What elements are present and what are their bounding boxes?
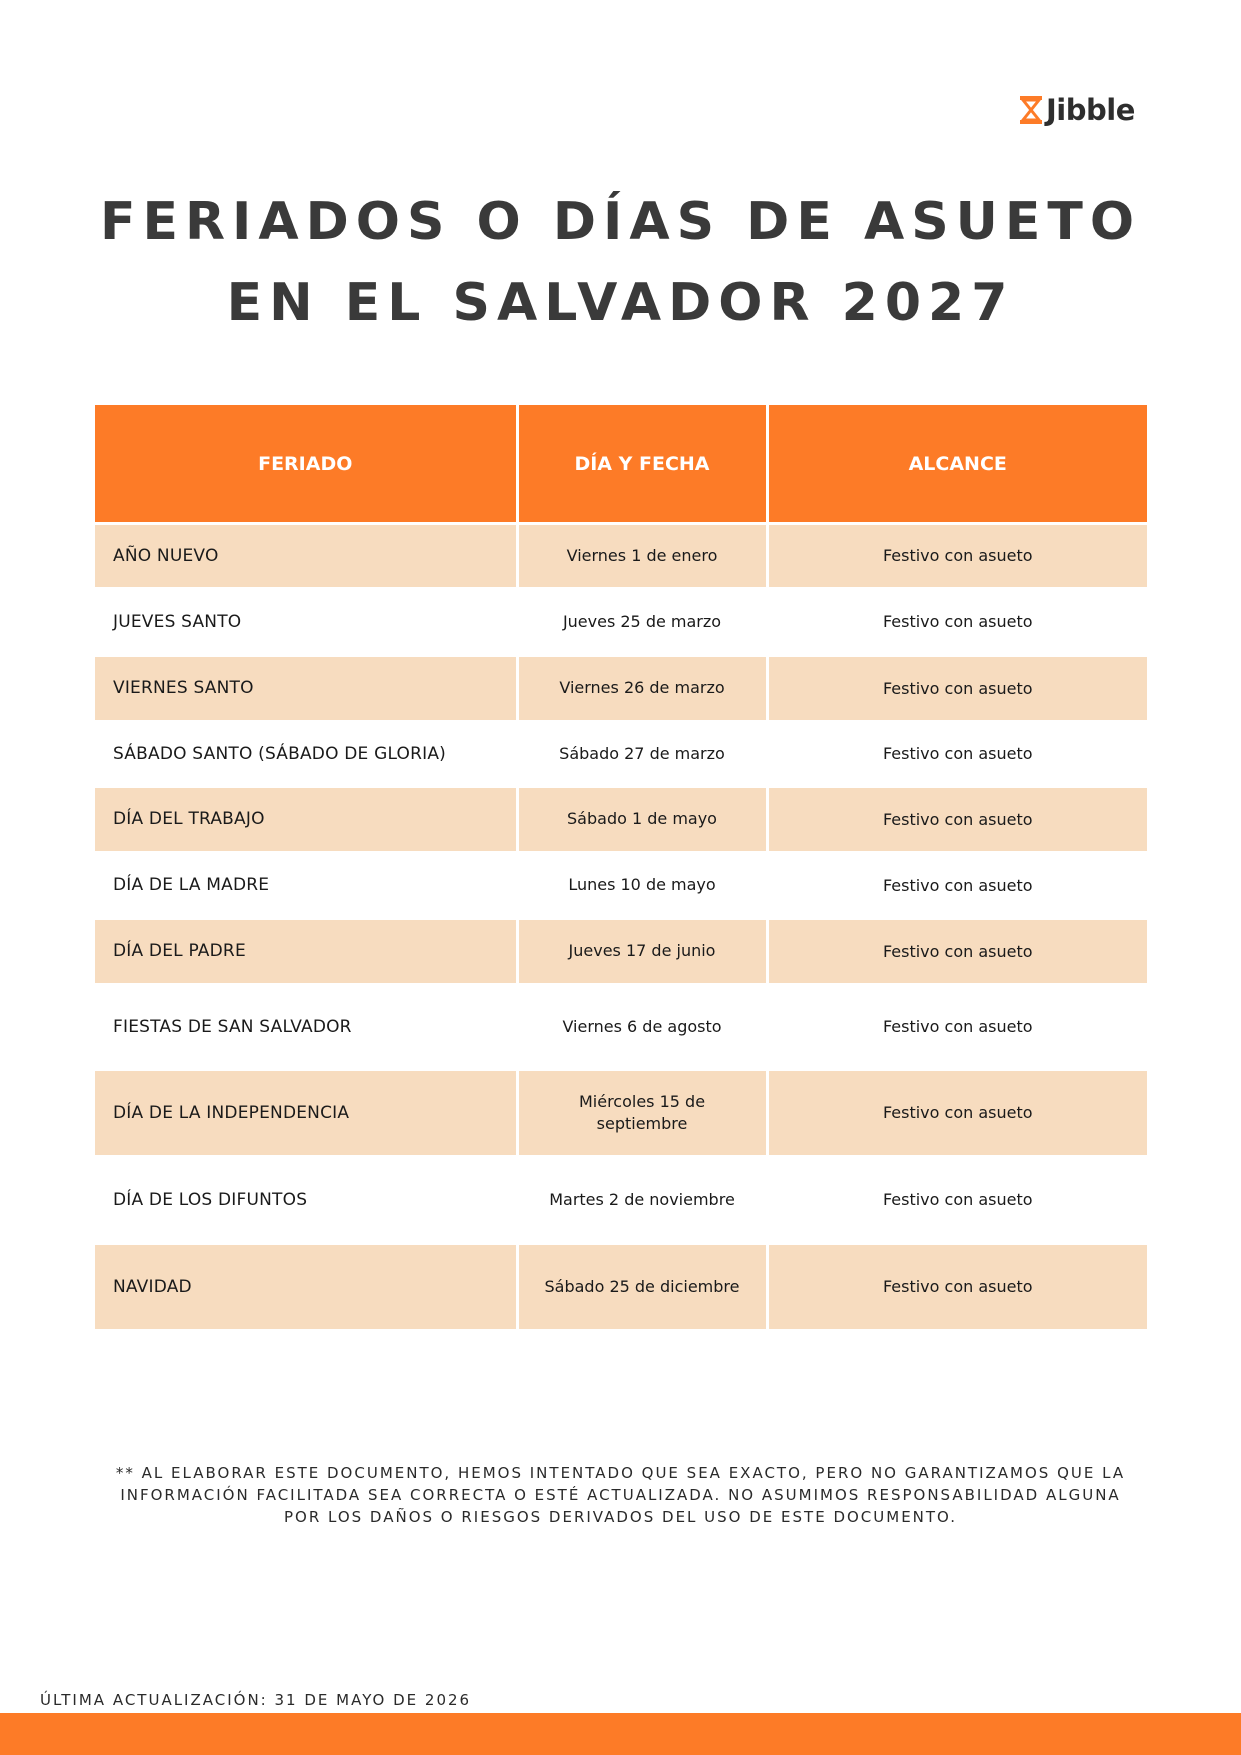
- holiday-date: Sábado 25 de diciembre: [517, 1245, 767, 1329]
- holiday-name: JUEVES SANTO: [95, 587, 517, 657]
- holiday-date: Viernes 1 de enero: [517, 524, 767, 587]
- holiday-scope: Festivo con asueto: [767, 851, 1147, 920]
- holiday-date: Viernes 26 de marzo: [517, 657, 767, 720]
- holiday-date: Miércoles 15 de septiembre: [517, 1071, 767, 1155]
- table-header-row: [95, 405, 1147, 524]
- holiday-scope: Festivo con asueto: [767, 983, 1147, 1071]
- table-row: [95, 657, 1147, 720]
- holiday-name: NAVIDAD: [95, 1245, 517, 1329]
- holiday-scope: Festivo con asueto: [767, 788, 1147, 851]
- table-row: [95, 983, 1147, 1071]
- holiday-name: DÍA DE LOS DIFUNTOS: [95, 1155, 517, 1245]
- holiday-scope: Festivo con asueto: [767, 1155, 1147, 1245]
- holiday-scope: Festivo con asueto: [767, 720, 1147, 788]
- table-row: [95, 788, 1147, 851]
- holidays-table: [95, 405, 1147, 1329]
- header-alcance: ALCANCE: [767, 405, 1147, 524]
- table-row: [95, 1071, 1147, 1155]
- holiday-name: DÍA DE LA MADRE: [95, 851, 517, 920]
- holiday-date: Sábado 1 de mayo: [517, 788, 767, 851]
- holiday-name: DÍA DE LA INDEPENDENCIA: [95, 1071, 517, 1155]
- table-row: [95, 1245, 1147, 1329]
- holiday-name: FIESTAS DE SAN SALVADOR: [95, 983, 517, 1071]
- holiday-date: Sábado 27 de marzo: [517, 720, 767, 788]
- holiday-date: Jueves 17 de junio: [517, 920, 767, 983]
- holiday-scope: Festivo con asueto: [767, 587, 1147, 657]
- table-row: [95, 920, 1147, 983]
- table-row: [95, 720, 1147, 788]
- holiday-name: VIERNES SANTO: [95, 657, 517, 720]
- holiday-date: Jueves 25 de marzo: [517, 587, 767, 657]
- hourglass-icon: [1020, 96, 1042, 124]
- holiday-scope: Festivo con asueto: [767, 657, 1147, 720]
- holiday-name: AÑO NUEVO: [95, 524, 517, 587]
- disclaimer-text: ** AL ELABORAR ESTE DOCUMENTO, HEMOS INTENTADO QUE SEA EXACTO, PERO NO GARANTIZAMOS QUE LA INFORMACIÓN FACILITADA SEA CORRECTA O ESTÉ ACTUALIZADA. NO ASUMIMOS RESPONSABILIDAD ALGUNA POR LOS DAÑOS O RIESGOS DERIVADOS DEL USO DE ESTE DOCUMENTO.: [115, 1464, 1126, 1526]
- title-line-1: FERIADOS O DÍAS DE ASUETO: [99, 192, 1142, 252]
- footer-bar: [0, 1713, 1241, 1755]
- header-feriado: FERIADO: [95, 405, 517, 524]
- table-row: [95, 587, 1147, 657]
- holiday-date: Martes 2 de noviembre: [517, 1155, 767, 1245]
- table-row: [95, 851, 1147, 920]
- holiday-scope: Festivo con asueto: [767, 920, 1147, 983]
- jibble-logo: [1020, 93, 1135, 127]
- page-title: [0, 182, 1241, 344]
- holiday-name: SÁBADO SANTO (SÁBADO DE GLORIA): [95, 720, 517, 788]
- holiday-name: DÍA DEL PADRE: [95, 920, 517, 983]
- table-row: [95, 1155, 1147, 1245]
- last-updated-text: ÚLTIMA ACTUALIZACIÓN: 31 DE MAYO DE 2026: [40, 1691, 472, 1709]
- brand-name: Jibble: [1046, 93, 1135, 127]
- header-dia-y-fecha: DÍA Y FECHA: [517, 405, 767, 524]
- holiday-scope: Festivo con asueto: [767, 524, 1147, 587]
- holiday-date: Lunes 10 de mayo: [517, 851, 767, 920]
- holiday-scope: Festivo con asueto: [767, 1245, 1147, 1329]
- holiday-date: Viernes 6 de agosto: [517, 983, 767, 1071]
- title-line-2: EN EL SALVADOR 2027: [226, 273, 1015, 333]
- holiday-name: DÍA DEL TRABAJO: [95, 788, 517, 851]
- holiday-scope: Festivo con asueto: [767, 1071, 1147, 1155]
- table-row: [95, 524, 1147, 587]
